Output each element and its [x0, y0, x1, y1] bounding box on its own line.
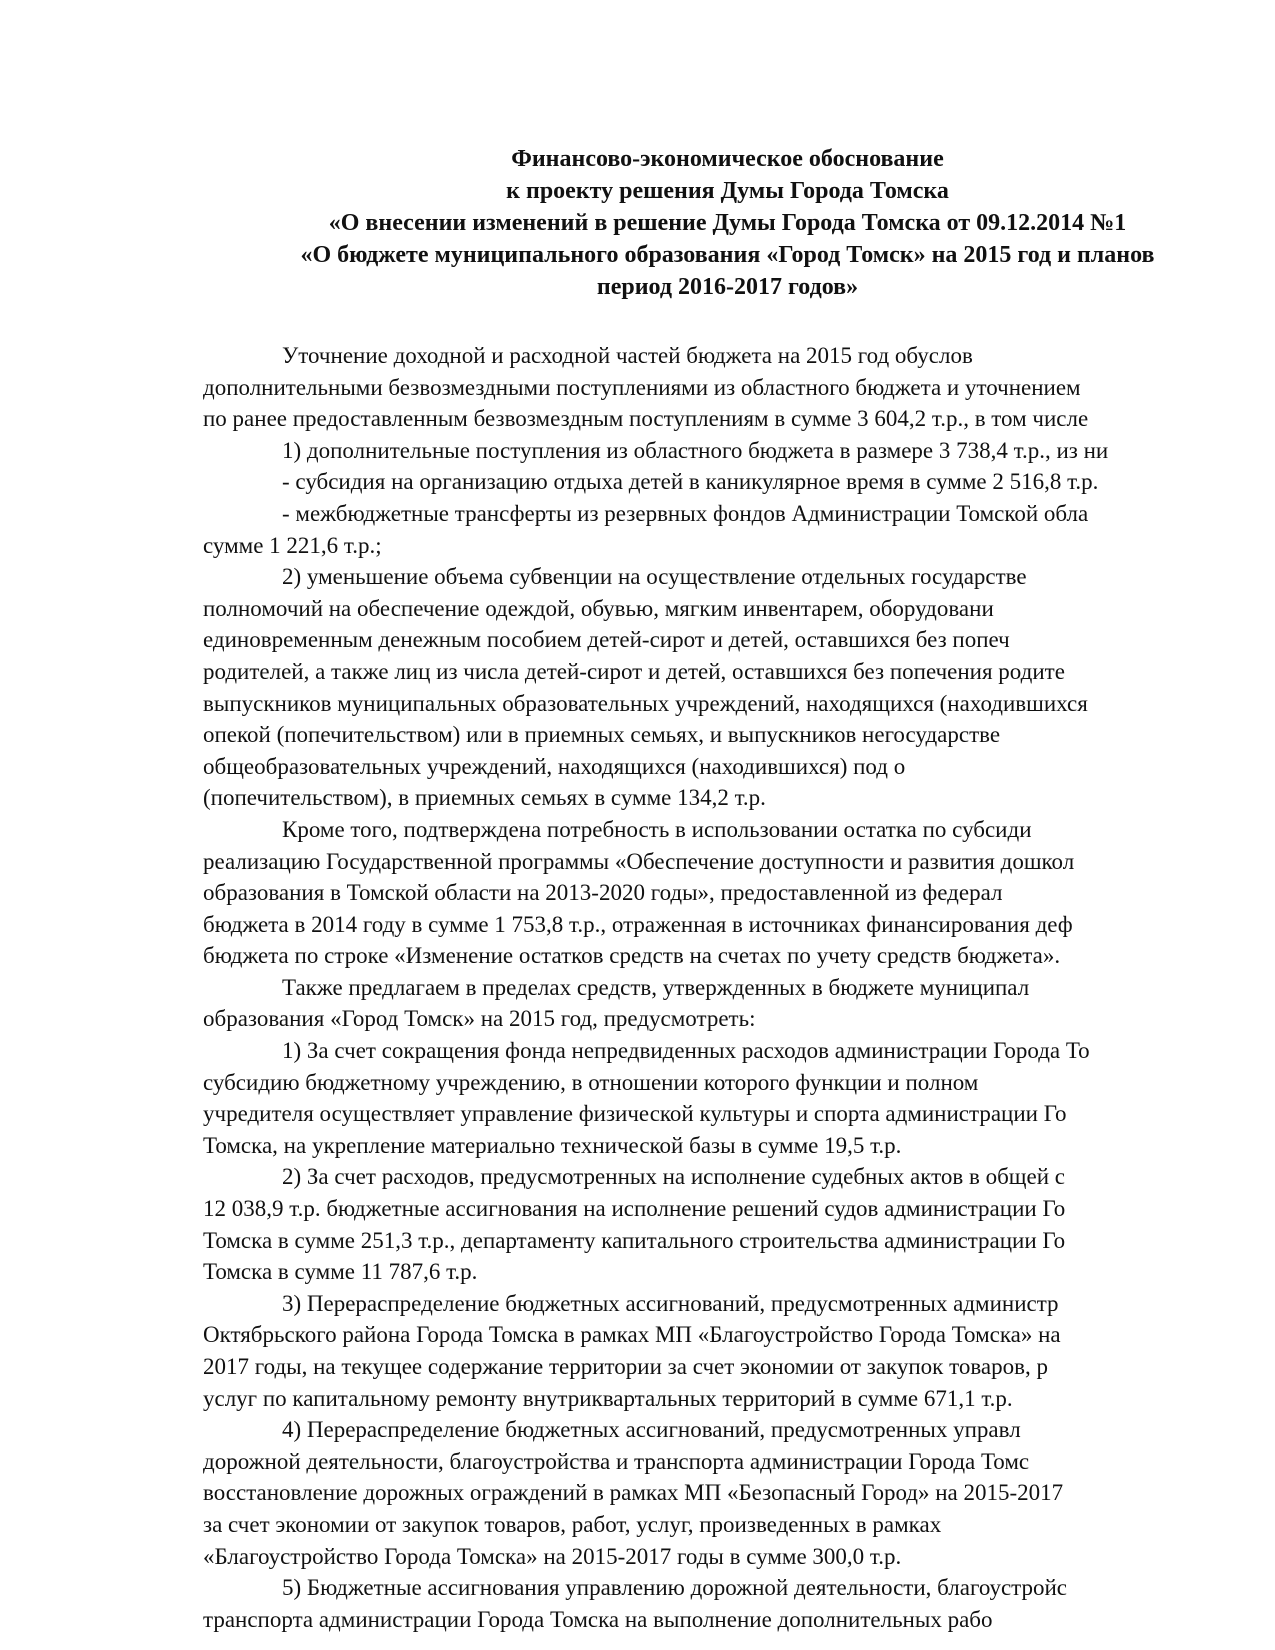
title-line-4: «О бюджете муниципального образования «Город Томск» на 2015 год и планов [300, 242, 1155, 268]
title-line-2: к проекту решения Думы Города Томска [506, 178, 949, 204]
body-line: 3) Перераспределение бюджетных ассигнований, предусмотренных администр [282, 1290, 1059, 1316]
body-line: Кроме того, подтверждена потребность в использовании остатка по субсиди [282, 816, 1032, 842]
body-line: Также предлагаем в пределах средств, утвержденных в бюджете муниципал [282, 974, 1030, 1000]
document-body [203, 340, 1275, 1635]
title-line-1: Финансово-экономическое обоснование [511, 146, 944, 172]
body-line: Томска, на укрепление материально технической базы в сумме 19,5 т.р. [203, 1132, 902, 1158]
body-line: реализацию Государственной программы «Обеспечение доступности и развития дошкол [203, 848, 1075, 874]
body-line: образования в Томской области на 2013-2020 годы», предоставленной из федерал [203, 880, 1003, 906]
body-line: 2) За счет расходов, предусмотренных на исполнение судебных актов в общей с [282, 1164, 1065, 1190]
body-line: 1) За счет сокращения фонда непредвиденных расходов администрации Города То [282, 1038, 1090, 1064]
body-line: восстановление дорожных ограждений в рамках МП «Безопасный Город» на 2015-2017 [203, 1480, 1064, 1506]
body-line: единовременным денежным пособием детей-сирот и детей, оставшихся без попеч [203, 627, 1010, 653]
body-line: Томска в сумме 11 787,6 т.р. [203, 1259, 478, 1285]
body-line: по ранее предоставленным безвозмездным поступлениям в сумме 3 604,2 т.р., в том числе [203, 406, 1089, 432]
body-line: Октябрьского района Города Томска в рамках МП «Благоустройство Города Томска» на [203, 1322, 1061, 1348]
body-line: дорожной деятельности, благоустройства и транспорта администрации Города Томс [203, 1448, 1030, 1474]
body-line: за счет экономии от закупок товаров, работ, услуг, произведенных в рамках [203, 1511, 942, 1537]
body-line: транспорта администрации Города Томска на выполнение дополнительных рабо [203, 1606, 993, 1632]
body-line: учредителя осуществляет управление физической культуры и спорта администрации Го [203, 1101, 1067, 1127]
body-line: 2) уменьшение объема субвенции на осуществление отдельных государстве [282, 564, 1027, 590]
body-line: Томска в сумме 251,3 т.р., департаменту капитального строительства администрации Го [203, 1227, 1066, 1253]
body-line: родителей, а также лиц из числа детей-сирот и детей, оставшихся без попечения родите [203, 658, 1065, 684]
body-line: субсидию бюджетному учреждению, в отношении которого функции и полном [203, 1069, 979, 1095]
body-line: - субсидия на организацию отдыха детей в каникулярное время в сумме 2 516,8 т.р. [282, 469, 1099, 495]
body-line: бюджета в 2014 году в сумме 1 753,8 т.р., отраженная в источниках финансирования деф [203, 911, 1073, 937]
body-line: опекой (попечительством) или в приемных семьях, и выпускников негосударстве [203, 722, 1001, 748]
body-line: бюджета по строке «Изменение остатков средств на счетах по учету средств бюджета». [203, 943, 1061, 969]
body-line: дополнительными безвозмездными поступлениями из областного бюджета и уточнением [203, 374, 1081, 400]
body-line: выпускников муниципальных образовательных учреждений, находящихся (находившихся [203, 690, 1088, 716]
body-line: «Благоустройство Города Томска» на 2015-2017 годы в сумме 300,0 т.р. [203, 1543, 902, 1569]
title-line-3: «О внесении изменений в решение Думы Города Томска от 09.12.2014 №1 [328, 210, 1127, 236]
body-line: образования «Город Томск» на 2015 год, предусмотреть: [203, 1006, 756, 1032]
body-line: полномочий на обеспечение одеждой, обувью, мягким инвентарем, оборудовани [203, 595, 994, 621]
body-line: сумме 1 221,6 т.р.; [203, 532, 382, 558]
title-line-5: период 2016-2017 годов» [596, 274, 859, 300]
body-line: - межбюджетные трансферты из резервных фондов Администрации Томской обла [282, 500, 1089, 526]
body-line: Уточнение доходной и расходной частей бюджета на 2015 год обуслов [282, 343, 973, 368]
body-line: общеобразовательных учреждений, находящихся (находившихся) под о [203, 753, 906, 779]
body-line: услуг по капитальному ремонту внутриквартальных территорий в сумме 671,1 т.р. [203, 1385, 1013, 1411]
body-line: 5) Бюджетные ассигнования управлению дорожной деятельности, благоустройс [282, 1575, 1068, 1601]
body-line: 12 038,9 т.р. бюджетные ассигнования на исполнение решений судов администрации Го [203, 1196, 1066, 1222]
body-line: 2017 годы, на текущее содержание территории за счет экономии от закупок товаров, р [203, 1354, 1048, 1379]
body-line: 1) дополнительные поступления из областного бюджета в размере 3 738,4 т.р., из ни [282, 437, 1109, 463]
document-title [160, 143, 1275, 303]
body-line: (попечительством), в приемных семьях в сумме 134,2 т.р. [203, 785, 766, 811]
body-line: 4) Перераспределение бюджетных ассигнований, предусмотренных управл [282, 1417, 1021, 1443]
